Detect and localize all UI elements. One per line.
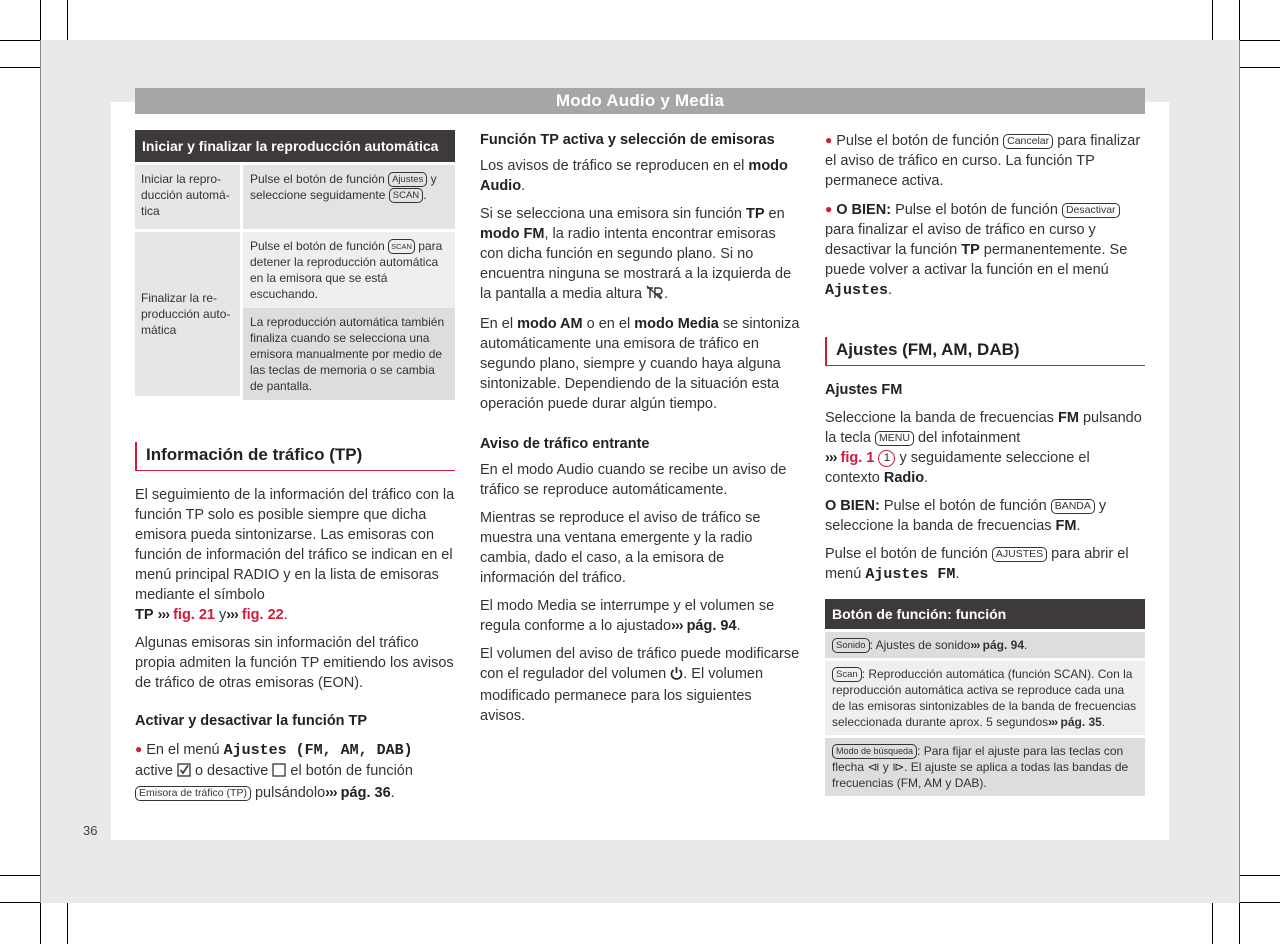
- table-row: [825, 632, 1145, 658]
- conjunction: y: [219, 607, 227, 623]
- seek-forward-icon: ⧐: [892, 760, 905, 774]
- crop-mark: [1239, 903, 1240, 944]
- punct: .: [955, 566, 960, 582]
- text: se sintoniza automáticamente una emisora de tráfico en segundo plano, siempre y cuando haya alguna sintonizable. Dependiendo de la situación esta operación puede durar algún tiempo.: [480, 316, 800, 412]
- ref-arrows-icon: ›››: [825, 450, 837, 466]
- ajustes-button[interactable]: Ajustes: [388, 172, 427, 187]
- table-row: [135, 162, 455, 229]
- page-94-link[interactable]: pág. 94: [982, 638, 1025, 652]
- bold-text: FM: [1055, 518, 1077, 534]
- table-row: [825, 661, 1145, 735]
- table-cell: [243, 165, 455, 229]
- cell-text: Pulse el botón de función: [250, 239, 385, 253]
- label-line: Iniciar la repro-: [141, 172, 222, 186]
- text: Pulse el botón de función: [883, 498, 1047, 514]
- label-line: Finalizar la re-: [141, 291, 218, 305]
- settings-button[interactable]: AJUSTES: [992, 547, 1047, 562]
- text: , la radio intenta encontrar emisoras con dicha función en segundo plano. Si no encuentra ninguna se mostrará a la izquierda de la pantalla a media altura: [480, 226, 792, 302]
- punct: .: [390, 785, 395, 801]
- bullet-item: [825, 199, 1145, 301]
- ref-arrows-icon: ›››: [325, 785, 337, 801]
- bold-text: modo FM: [480, 226, 545, 242]
- crop-mark: [1240, 875, 1280, 876]
- page-94-link[interactable]: pág. 94: [686, 618, 737, 634]
- column-2: [480, 130, 800, 734]
- column-1: [135, 130, 455, 811]
- subheading: Aviso de tráfico entrante: [480, 436, 650, 452]
- cancel-button[interactable]: Cancelar: [1003, 134, 1053, 149]
- punct: .: [1024, 638, 1028, 652]
- text: y seleccione la banda de frecuencias: [825, 498, 1107, 534]
- subheading: Función TP activa y selección de emisoras: [480, 132, 775, 148]
- table-row-label: [135, 165, 240, 229]
- label-line: ducción automá-: [141, 188, 230, 202]
- cell-text: para detener la reproducción automática en la emisora que se está escuchando.: [250, 239, 443, 301]
- text: . El ajuste se aplica a todas las bandas de frecuencias (FM, AM y DAB).: [832, 760, 1129, 790]
- cell-text: Pulse el botón de función: [250, 172, 385, 186]
- bold-text: modo Audio: [480, 158, 788, 194]
- paragraph: [480, 156, 800, 196]
- section-title-traffic: Información de tráfico (TP): [135, 442, 455, 471]
- ref-arrows-icon: ›››: [970, 638, 980, 652]
- crop-mark: [1240, 67, 1280, 68]
- bold-text: Radio: [883, 470, 925, 486]
- bold-text: O BIEN:: [836, 202, 892, 218]
- text: Si se selecciona una emisora sin función: [480, 206, 742, 222]
- text: Pulse el botón de función: [836, 133, 1000, 149]
- label-line: mática: [141, 323, 177, 337]
- bold-text: TP: [745, 206, 765, 222]
- text: En el: [480, 316, 514, 332]
- table-row-label: [135, 232, 240, 396]
- bold-text: modo Media: [634, 316, 719, 332]
- text: Pulse el botón de función: [895, 202, 1058, 218]
- text: : Para fijar el ajuste para las teclas con flecha: [832, 744, 1124, 774]
- text: el botón de función: [290, 763, 413, 779]
- subheading: Ajustes FM: [825, 382, 903, 398]
- cell-text: y seleccione seguidamente: [250, 172, 437, 202]
- subheading: Activar y desactivar la función TP: [135, 713, 368, 729]
- bullet-icon: ●: [825, 133, 833, 147]
- text: para finalizar el aviso de tráfico en curso y desactivar la función: [825, 222, 1096, 258]
- page-36-link[interactable]: pág. 36: [340, 785, 391, 801]
- text: o en el: [586, 316, 631, 332]
- text: : Ajustes de sonido: [869, 638, 971, 652]
- text: El volumen del aviso de tráfico puede modificarse con el regulador del volumen: [480, 646, 800, 682]
- text: Pulse el botón de función: [825, 546, 988, 562]
- search-mode-button[interactable]: Modo de búsqueda: [832, 744, 917, 759]
- page-35-link[interactable]: pág. 35: [1060, 715, 1102, 729]
- text: En el menú: [146, 742, 220, 758]
- crop-mark: [1240, 902, 1280, 903]
- paragraph: [825, 496, 1145, 536]
- checkbox-checked-icon: [177, 763, 191, 783]
- band-button[interactable]: BANDA: [1051, 499, 1095, 514]
- paragraph: Algunas emisoras sin información del tráfico propia admiten la función TP emitiendo los avisos de tráfico de otras emisoras (EON).: [135, 635, 454, 691]
- label-line: tica: [141, 204, 160, 218]
- punct: .: [1076, 518, 1081, 534]
- seek-back-icon: ⧏: [867, 760, 880, 774]
- punct: .: [924, 470, 929, 486]
- bullet-icon: ●: [135, 742, 143, 756]
- punct: .: [736, 618, 741, 634]
- text: para finalizar el aviso de tráfico en curso. La función TP permanece activa.: [825, 133, 1141, 189]
- paragraph: Mientras se reproduce el aviso de tráfico se muestra una ventana emergente y la radio cambia, dado el caso, a la emisora de información del tráfico.: [480, 510, 761, 586]
- paragraph: [480, 644, 800, 726]
- paragraph: [480, 204, 800, 306]
- paragraph: En el modo Audio cuando se recibe un aviso de tráfico se reproduce automáticamente.: [480, 462, 787, 498]
- paragraph: [825, 408, 1145, 488]
- bold-text: O BIEN:: [825, 498, 880, 514]
- section-title-settings: Ajustes (FM, AM, DAB): [825, 337, 1145, 366]
- bold-text: TP: [961, 242, 980, 258]
- tp-off-icon: [646, 285, 664, 306]
- paragraph-text: El seguimiento de la información del tráfico con la función TP solo es posible siempre que dicha emisora pueda sintonizarse. Las emisoras con función de información del tráfico se indican en el menú principal RADIO y en la lista de emisoras mediante el símbolo: [135, 487, 455, 603]
- ref-arrows-icon: ›››: [671, 618, 683, 634]
- callout-1-icon: 1: [878, 450, 895, 467]
- text: pulsando la tecla: [825, 410, 1142, 446]
- text: . El volumen modificado permanece para los siguientes avisos.: [480, 666, 764, 724]
- label-line: producción auto-: [141, 307, 231, 321]
- cell-text: .: [423, 188, 427, 202]
- punct: .: [664, 286, 669, 302]
- paragraph: [480, 596, 800, 636]
- table-function-buttons: [825, 599, 1145, 796]
- frame-edge: [1239, 40, 1240, 903]
- table-cell-group: [243, 232, 455, 400]
- crop-mark: [1212, 0, 1213, 40]
- text: del infotainment: [917, 430, 1021, 446]
- text: y seguidamente seleccione el contexto: [825, 450, 1090, 486]
- menu-key[interactable]: MENU: [875, 431, 914, 446]
- bullet-icon: ●: [825, 202, 833, 216]
- crop-mark: [0, 40, 40, 41]
- ref-arrows-icon: ›››: [157, 607, 170, 623]
- bold-text: modo AM: [517, 316, 583, 332]
- scan-stop-button[interactable]: SCAN: [388, 239, 415, 254]
- bullet-item: [825, 130, 1145, 191]
- paragraph: [135, 485, 455, 625]
- column-3: [825, 130, 1145, 796]
- table-header: Iniciar y finalizar la reproducción automática: [135, 130, 455, 162]
- crop-mark: [40, 0, 41, 40]
- menu-name: Ajustes (FM, AM, DAB): [223, 742, 413, 759]
- text: en: [768, 206, 785, 222]
- menu-name: Ajustes: [825, 282, 889, 299]
- text: y: [882, 760, 889, 774]
- crop-mark: [0, 902, 40, 903]
- crop-mark: [0, 67, 40, 68]
- menu-name: Ajustes FM: [865, 566, 956, 583]
- bold-text: FM: [1057, 410, 1079, 426]
- crop-mark: [40, 903, 41, 944]
- deactivate-button[interactable]: Desactivar: [1062, 203, 1120, 218]
- table-row: [825, 738, 1145, 796]
- text: active: [135, 763, 173, 779]
- crop-mark: [67, 903, 68, 944]
- page-number: 36: [83, 823, 98, 838]
- table-cell: [243, 308, 455, 400]
- cell-text: La reproducción automática también finaliza cuando se selecciona una emisora manualmente por medio de las teclas de memoria o se cambia de pantalla.: [250, 315, 445, 393]
- crop-mark: [0, 875, 40, 876]
- frame-edge: [40, 40, 41, 903]
- punct: .: [888, 282, 893, 298]
- ref-arrows-icon: ›››: [226, 607, 238, 623]
- fig-22-link[interactable]: fig. 22: [241, 607, 284, 623]
- text: pulsándolo: [254, 785, 326, 801]
- crop-mark: [1240, 40, 1280, 41]
- table-header: Botón de función: función: [825, 599, 1145, 629]
- text: Seleccione la banda de frecuencias: [825, 410, 1054, 426]
- text: : Reproducción automática (función SCAN). Con la reproducción automática activa se reproduce cada una de las emisoras sintonizables de la banda de frecuencias seleccionada durante aprox. 5 segundos: [832, 667, 1137, 729]
- paragraph: [825, 544, 1145, 585]
- traffic-station-tp-button[interactable]: Emisora de tráfico (TP): [135, 786, 251, 801]
- punct: .: [283, 607, 288, 623]
- fig-1-link[interactable]: fig. 1: [840, 450, 875, 466]
- text: El modo Media se interrumpe y el volumen se regula conforme a lo ajustado: [480, 598, 775, 634]
- checkbox-empty-icon: [272, 763, 286, 783]
- paragraph: [480, 314, 800, 414]
- text: para abrir el menú: [825, 546, 1129, 582]
- punct: .: [1101, 715, 1106, 729]
- text: o desactive: [194, 763, 269, 779]
- punct: .: [521, 178, 526, 194]
- table-autoplay: [135, 130, 455, 400]
- scan-button[interactable]: SCAN: [389, 188, 423, 203]
- tp-label: TP: [135, 607, 154, 623]
- chapter-header: Modo Audio y Media: [135, 88, 1145, 114]
- bullet-item: [135, 739, 455, 803]
- text: Los avisos de tráfico se reproducen en el: [480, 158, 745, 174]
- ref-arrows-icon: ›››: [1048, 715, 1058, 729]
- power-knob-icon: [670, 666, 683, 686]
- table-row: [135, 229, 455, 400]
- crop-mark: [1239, 0, 1240, 40]
- fig-21-link[interactable]: fig. 21: [173, 607, 215, 623]
- crop-mark: [1212, 903, 1213, 944]
- scan-function-button[interactable]: Scan: [832, 667, 862, 682]
- text: permanentemente. Se puede volver a activar la función en el menú: [825, 242, 1128, 278]
- crop-mark: [67, 0, 68, 40]
- table-cell: [243, 232, 455, 308]
- sound-button[interactable]: Sonido: [832, 638, 870, 653]
